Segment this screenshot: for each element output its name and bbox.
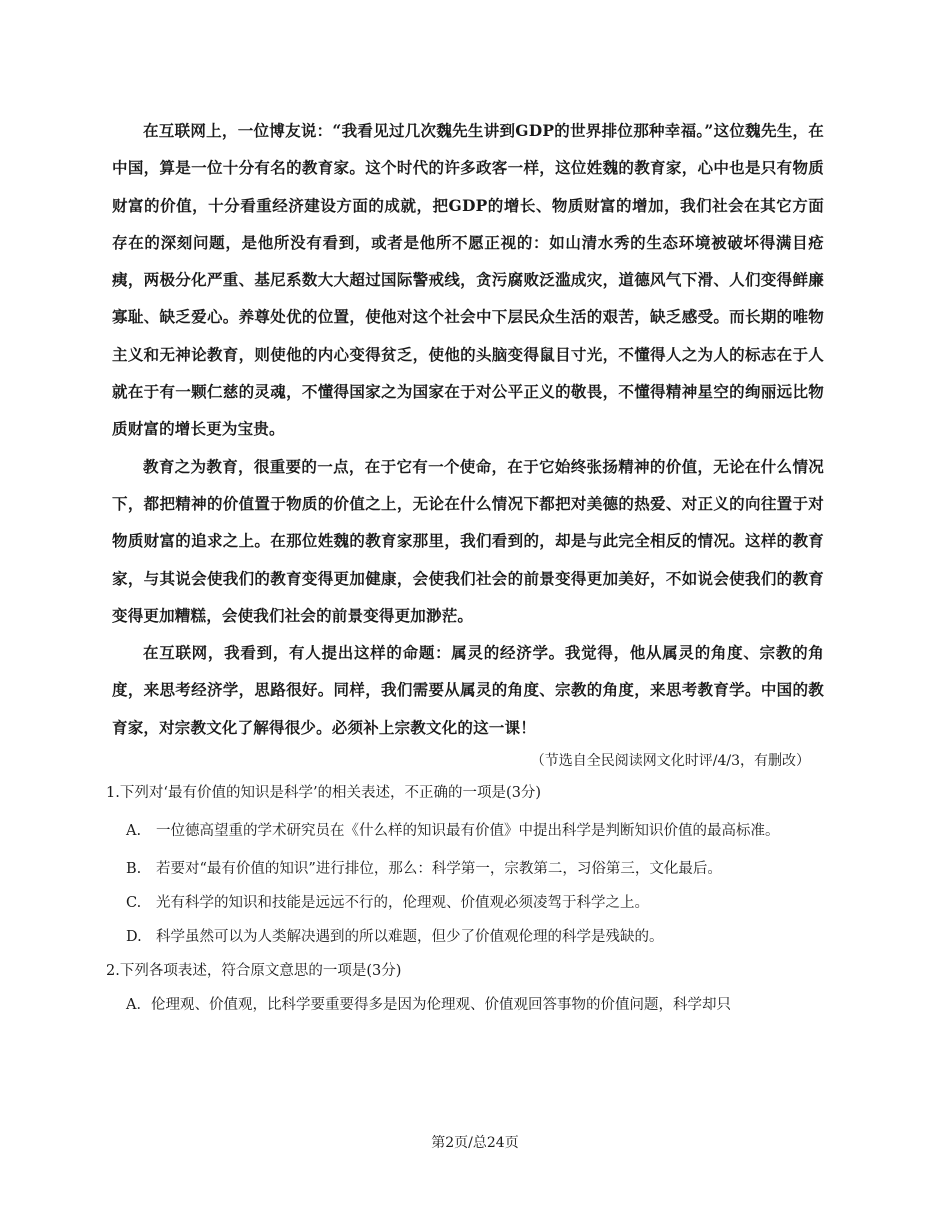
question-2-stem: 2.下列各项表述，符合原文意思的一项是(3分) xyxy=(106,963,402,980)
page-footer: 第2页/总24页 xyxy=(431,1135,519,1151)
paragraph-1: 在互联网上，一位博友说：“我看见过几次魏先生讲到GDP的世界排位那种幸福。”这位魏先生，在中国，算是一位十分有名的教育家。这个时代的许多政客一样，这位姓魏的教育家，心中也是只有物质财富的价值，十分看重经济建设方面的成就，把GDP的增长、物质财富的增加，我们社会在其它方面存在的深刻问题，是他所没有看到，或者是他所不愿正视的：如山清水秀的生态环境被破坏得满目疮痍，两极分化严重、基尼系数大大超过国际警戒线，贪污腐败泛滥成灾，道德风气下滑、人们变得鲜廉寡耻、缺乏爱心。养尊处优的位置，使他对这个社会中下层民众生活的艰苦，缺乏感受。而长期的唯物主义和无神论教育，则使他的内心变得贫乏，使他的头脑变得鼠目寸光，不懂得人之为人的标志在于人就在于有一颗仁慈的灵魂，不懂得国家之为国家在于对公平正义的敬畏，不懂得精神星空的绚丽远比物质财富的增长更为宝贵。 xyxy=(112,121,824,439)
question-1-option-c xyxy=(112,886,824,920)
option-letter: C. xyxy=(126,895,142,912)
paragraph-2: 教育之为教育，很重要的一点，在于它有一个使命，在于它始终张扬精神的价值，无论在什么情况下，都把精神的价值置于物质的价值之上，无论在什么情况下都把对美德的热爱、对正义的向往置于对物质财富的追求之上。在那位姓魏的教育家那里，我们看到的，却是与此完全相反的情况。这样的教育家，与其说会使我们的教育变得更加健康，会使我们社会的前景变得更加美好，不如说会使我们的教育变得更加糟糕，会使我们社会的前景变得更加渺茫。 xyxy=(112,456,824,625)
question-1-option-d xyxy=(112,920,824,954)
document-content xyxy=(106,112,824,1022)
option-text: 光有科学的知识和技能是远远不行的，伦理观、价值观必须凌驾于科学之上。 xyxy=(156,895,649,912)
question-1-option-b xyxy=(112,852,824,886)
question-1-stem: 1.下列对‘最有价值的知识是科学’的相关表述，不正确的一项是(3分) xyxy=(106,785,542,802)
question-1-option-a xyxy=(112,810,824,852)
source-citation: （节选自全民阅读网文化时评/4/3，有删改） xyxy=(530,753,810,770)
option-letter: D. xyxy=(126,929,142,946)
option-text: 一位德高望重的学术研究员在《什么样的知识最有价值》中提出科学是判断知识价值的最高标准。 xyxy=(156,823,780,840)
paragraph-3: 在互联网，我看到，有人提出这样的命题：属灵的经济学。我觉得，他从属灵的角度、宗教的角度，来思考经济学，思路很好。同样，我们需要从属灵的角度、宗教的角度，来思考教育学。中国的教育家，对宗教文化了解得很少。必须补上宗教文化的这一课！ xyxy=(112,643,824,737)
option-text: 若要对“最有价值的知识”进行排位，那么：科学第一，宗教第二，习俗第三，文化最后。 xyxy=(156,861,722,878)
option-letter: A. xyxy=(126,823,142,840)
option-text: 科学虽然可以为人类解决遇到的所以难题，但少了价值观伦理的科学是残缺的。 xyxy=(156,929,664,946)
question-2-option-a: A．伦理观、价值观，比科学要重要得多是因为伦理观、价值观回答事物的价值问题，科学却只 xyxy=(126,997,731,1014)
option-letter: B. xyxy=(126,861,142,878)
